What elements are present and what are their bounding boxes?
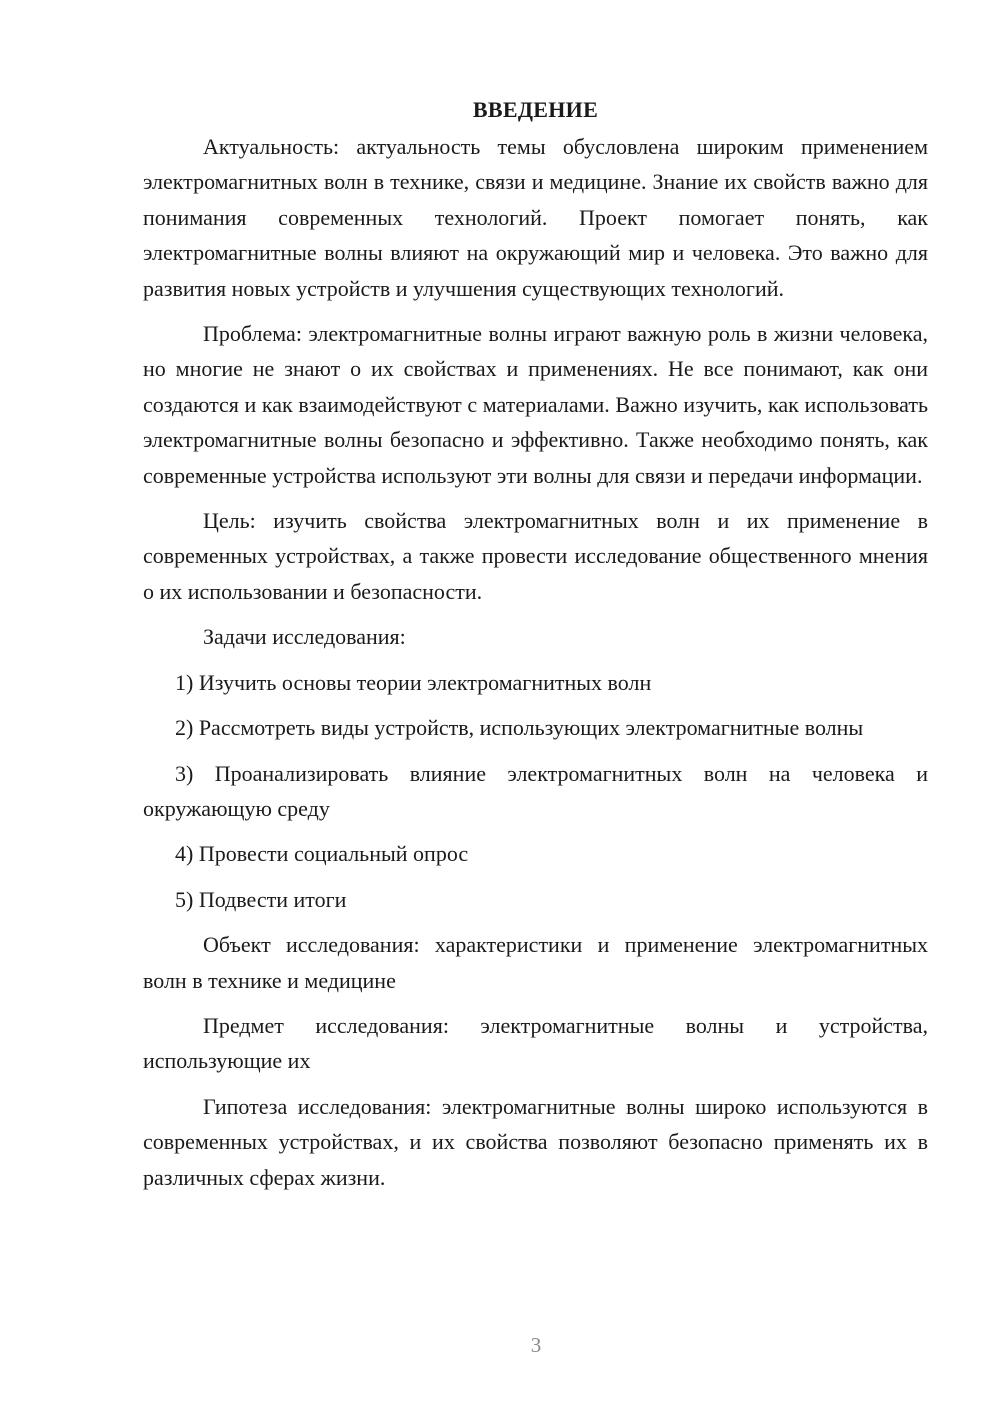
paragraph-subject: Предмет исследования: электромагнитные волны и устройства, использующие их — [143, 1012, 928, 1074]
section-title: ВВЕДЕНИЕ — [472, 97, 599, 122]
task-item: 2) Рассмотреть виды устройств, использующих электромагнитные волны — [175, 715, 864, 741]
paragraph-problem: Проблема: электромагнитные волны играют важную роль в жизни человека, но многие не знают о их свойствах и применениях. Не все понимают, как они создаются и как взаимодействуют с материалами. Важно изучить, как использовать электромагнитные волны безопасно и эффективно. Также необходимо понять, как современные устройства используют эти волны для связи и передачи информации. — [143, 321, 928, 488]
tasks-list — [143, 665, 928, 917]
page-number: 3 — [530, 1333, 542, 1357]
paragraph-goal: Цель: изучить свойства электромагнитных волн и их применение в современных устройствах, а также провести исследование общественного мнения о их использовании и безопасности. — [143, 508, 928, 604]
document-page — [143, 92, 928, 1205]
paragraph-object: Объект исследования: характеристики и применение электромагнитных волн в технике и медицине — [143, 932, 928, 993]
task-item: 3) Проанализировать влияние электромагнитных волн на человека и окружающую среду — [143, 760, 928, 821]
paragraph-relevance: Актуальность: актуальность темы обусловлена широким применением электромагнитных волн в технике, связи и медицине. Знание их свойств важно для понимания современных технологий. Проект помогает понять, как электромагнитные волны влияют на окружающий мир и человека. Это важно для развития новых устройств и улучшения существующих технологий. — [143, 134, 928, 301]
task-item: 5) Подвести итоги — [175, 886, 347, 912]
task-item: 4) Провести социальный опрос — [175, 841, 469, 867]
paragraph-hypothesis: Гипотеза исследования: электромагнитные волны широко используются в современных устройствах, и их свойства позволяют безопасно применять их в различных сферах жизни. — [143, 1093, 928, 1190]
tasks-heading: Задачи исследования: — [203, 624, 406, 650]
task-item: 1) Изучить основы теории электромагнитных волн — [175, 669, 652, 695]
